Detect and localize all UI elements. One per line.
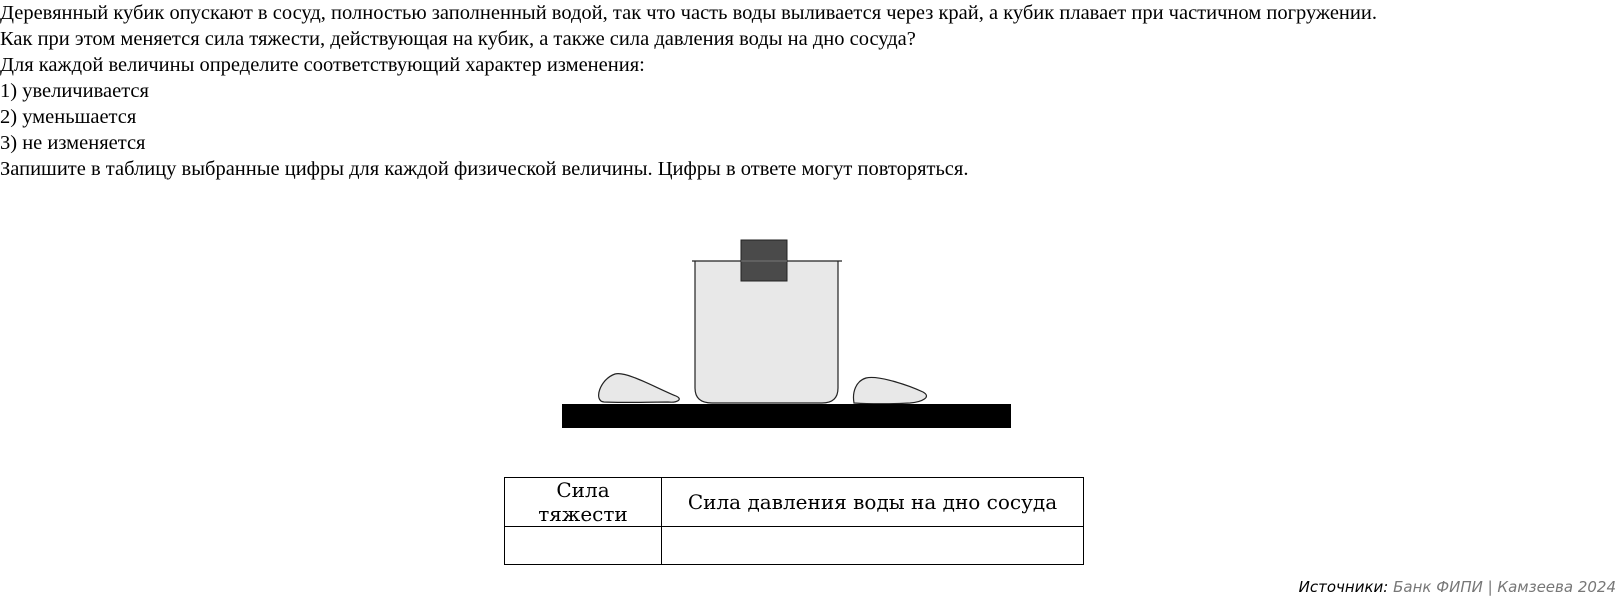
table-surface xyxy=(562,404,1011,428)
option-decreases: 2) уменьшается xyxy=(0,106,137,128)
header-water-pressure-force: Сила давления воды на дно сосуда xyxy=(662,478,1084,527)
question-line-ask: Как при этом меняется сила тяжести, действующая на кубик, а также сила давления воды на дно сосуда? xyxy=(0,28,916,50)
spilled-water-left xyxy=(599,374,680,403)
answer-table-row xyxy=(505,527,1084,565)
answer-cell-water-pressure-force[interactable] xyxy=(662,527,1084,565)
sources-value: Банк ФИПИ | Камзеева 2024 xyxy=(1393,578,1616,596)
sources-footer xyxy=(1299,577,1616,597)
vessel xyxy=(695,261,838,403)
question-text xyxy=(0,0,1616,182)
question-line-answer-instruction: Запишите в таблицу выбранные цифры для каждой физической величины. Цифры в ответе могут повторяться. xyxy=(0,158,969,180)
sources-label: Источники: xyxy=(1298,578,1389,596)
header-gravity-force: Сила тяжести xyxy=(505,478,662,527)
vessel-figure xyxy=(560,236,1012,432)
answer-table-header xyxy=(505,478,1084,527)
answer-table xyxy=(504,477,1084,565)
option-unchanged: 3) не изменяется xyxy=(0,132,146,154)
spilled-water-right xyxy=(854,377,927,403)
question-line-intro: Деревянный кубик опускают в сосуд, полностью заполненный водой, так что часть воды выливается через край, а кубик плавает при частичном погружении. xyxy=(0,2,1377,24)
question-line-instruction: Для каждой величины определите соответствующий характер изменения: xyxy=(0,54,645,76)
option-increases: 1) увеличивается xyxy=(0,80,149,102)
answer-cell-gravity-force[interactable] xyxy=(505,527,662,565)
